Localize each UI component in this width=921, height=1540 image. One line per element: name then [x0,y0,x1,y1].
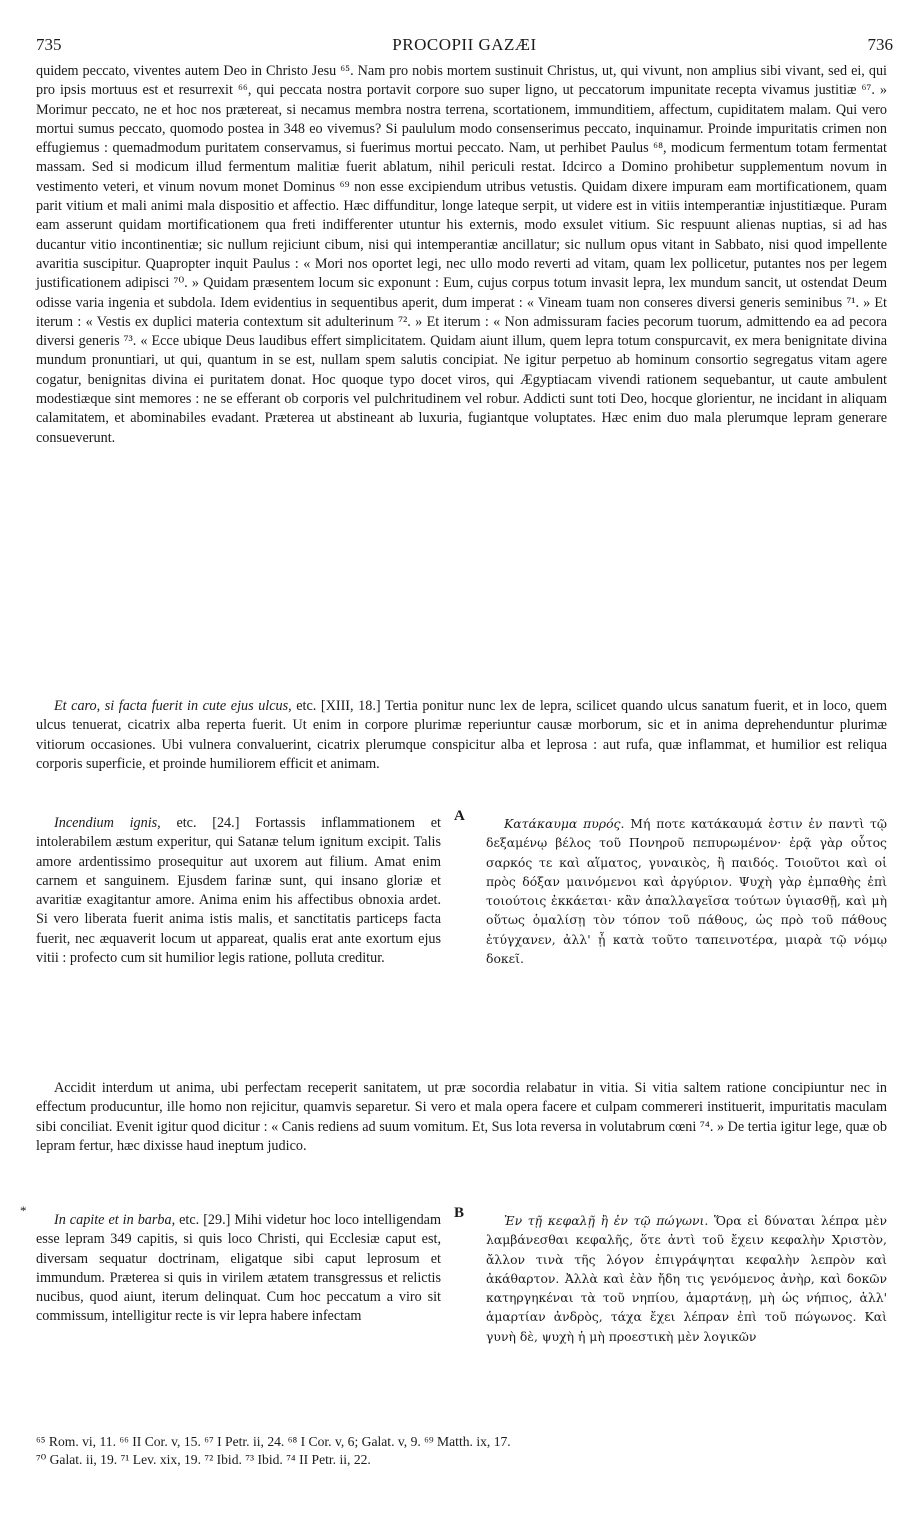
footnotes [36,1433,887,1469]
running-title: PROCOPII GAZÆI [392,35,537,54]
lemma-en-te-kephale: Ἐν τῇ κεφαλῇ ἢ ἐν τῷ πώγωνι. [504,1213,709,1228]
text-en-te-kephale: Ὅρα εἰ δύναται λέπρα μὲν λαμβάνεσθαι κεφαλῆς, ὅτε ἀντὶ τοῦ ἔχειν κεφαλὴν Χριστὸν, ἄλλον τινὰ τῆς λόγον ἐπιγράψηται κεφαλὴν λεπρὸν καὶ ἀκάθαρτον. Ἀλλὰ καὶ ἐὰν ἤδη τις γενόμενος ἀνὴρ, καὶ δοκῶν κατηργηκέναι τὰ τοῦ νηπίου, ἁμαρτάνῃ, μὴ ὡς νήπιος, ἀλλ' ἁμαρτίαν ἀνδρὸς, τάχα ἔχει λέπραν ἐπὶ τοῦ πώγωνος. Καὶ γυνὴ δὲ, ψυχὴ ἡ μὴ προεστικὴ μὲν λογικῶν [486,1213,887,1344]
footnote-line-1: ⁶⁵ Rom. vi, 11. ⁶⁶ II Cor. v, 15. ⁶⁷ I Petr. ii, 24. ⁶⁸ I Cor. v, 6; Galat. v, 9. ⁶⁹ Matth. ix, 17. [36,1434,511,1449]
lemma-incendium: Incendium ignis, [54,815,161,831]
section-ulcus [36,697,887,774]
paragraph-katakauma [486,814,887,968]
paragraph-leprosy-mortification: quidem peccato, viventes autem Deo in Christo Jesu ⁶⁵. Nam pro nobis mortem sustinuit Christus, ut, qui vivunt, non amplius sibi vivant, sed ei, qui pro ipsis mortuus est et resurrexit ⁶⁶, qui peccata nostra portavit corpore suo super ligno, ut peccatorum impunitate recepta vivamus justitiæ ⁶⁷. » Morimur peccato, ne et hoc nos prætereat, si necamus membra nostra terrena, scortationem, immunditiem, affectum, cupiditatem malam. Qui vero mortui sumus peccato, quomodo postea in 348 eo vivemus? Si paululum modo consenserimus peccato, inquinamur. Proinde impuritatis crimen non effugiemus : quemadmodum puritatem conservamus, si fuerimus mortui peccato. Nam, ut perhibet Paulus ⁶⁸, modicum fermentum totam fermentat massam. Sed si modicum illud fermentum malitiæ fuerit ablatum, nihil periculi restat. Idcirco a Domino prohibetur supplementum novum in vestimento veteri, et vinum novum monet Dominus ⁶⁹ non esse excipiendum utribus vetustis. Quidam dixere impuram eam mortificationem, quam parit vitium et mali animi mala dispositio et affectio. Hæc diffunditur, longe lateque serpit, ut videre est in vitiis intemperantiæ injustitiæque. Puram eam asserunt quidam mortificationem qua freti indifferenter utuntur his externis, modo exsulet vitium. Sic respuunt alienas nuptias, si ad has ducantur vitio incontinentiæ; sic nullum rejiciunt cibum, nisi qui intemperantiæ ancillatur; sic nullum opus vitant in Sabbato, nisi quod impellente avaritia suscipitur. Quapropter inquit Paulus : « Mori nos oportet legi, nec ullo modo reverti ad vitam, quam lex pollicetur, putantes nos per legem justificationem adipisci ⁷⁰. » Quidam præsentem locum sic exponunt : Eum, cujus corpus totum invasit lepra, lex mundum sancit, ut ostendat Deum odisse varia ingenia et subdola. Idem evidentius in sequentibus aperit, dum imperat : « Vineam tuam non conseres diversi generis seminibus ⁷¹. » Et iterum : « Vestis ex duplici materia contextum sit adulterinum ⁷². » Et iterum : « Non admissuram facies pecorum tuorum, admittendo ea ad pecora diversi generis ⁷³. « Ecce ubique Deus laudibus effert simplicitatem. Quidam aiunt illum, quem lepra totum conspurcavit, ex mera benignitate divina mundum pronuntiari, ut qui, quantum in se est, nullam spem salutis concipiat. Ne igitur perpetuo ab hominum consortio segregatus vitam agere cogatur, benignitas divina ei puritatem donat. Hoc quoque typo docet viros, qui Ægyptiacam vivendi rationem sequebantur, ut caute ambulent modestiæque sint memores : ne se efferant ob corporis vel pulchritudinem vel robur. Addicti sunt toti Deo, hocque glorientur, ne incidant in aliquam calamitatem, et abominabiles evadant. Præterea ut abstineant ab luxuria, fugiantque voluptates. Hæc enim duo mala plerumque lepram generare consueverunt. [36,63,887,446]
page-number-right: 736 [867,35,893,54]
text-katakauma: Μή ποτε κατάκαυμά ἐστιν ἐν παντὶ τῷ δεξαμένῳ βέλος τοῦ Πονηροῦ πεπυρωμένον· ἐρᾷ γὰρ οὗτος σαρκός τε καὶ αἵματος, γυναικὸς, ἢ παιδός. Τοιοῦτοι καὶ οἱ πρὸς δόξαν μαινόμενοι καὶ ἀργύριον. Ψυχὴ γὰρ ἐμπαθὴς ἐπὶ τοιούτοις ἐκκάεται· κἂν ἀπαλλαγεῖσα τούτων ὑγιασθῇ, καὶ μὴ οὕτως ὁμαλίσῃ τὸν τόπον τοῦ πάθους, ὡς πρὸ τοῦ πάθους ἐτύγχανεν, ἀλλ' ᾖ κατὰ τοῦτο ταπεινοτέρα, μιαρὰ τῷ νόμῳ δοκεῖ. [486,816,887,967]
main-text-block [36,62,887,448]
paragraph-in-capite [36,1211,441,1327]
paragraph-relapse: Accidit interdum ut anima, ubi perfectam receperit sanitatem, ut præ socordia relabatur in vitia. Si vitia saltem ratione concipiuntur nec in effectum producuntur, ille homo non rejicitur, quamvis separetur. Si vero et mala opera facere et culpam commereri instituerit, impuritatis maculam sibi conciliat. Evenit igitur quod dicitur : « Canis rediens ad suum vomitum. Et, Sus lota reversa in volutabrum cœni ⁷⁴. » De tertia igitur lege, quæ ob lepram fertur, hæc dixisse haud ineptum judico. [36,1080,887,1154]
text-ulcus: etc. [XIII, 18.] Tertia ponitur nunc lex de lepra, scilicet quando ulcus sanatum fuerit, et in loco, quem ulcus tenuerat, cicatrix alba reperta fuerit. Ut enim in corpore plurimæ reperiuntur causæ morborum, sic et in anima deprehenduntur plurimæ vitiorum occasiones. Ubi vulnera convaluerint, cicatrix plerumque conspicitur alba et leprosa : aut rufa, quæ inflammat, et humilior est reliqua corporis superficie, et proinde humiliorem efficit et animam. [36,698,887,772]
lemma-in-capite: In capite et in barba, [54,1212,176,1228]
page-number-left: 735 [36,35,62,54]
lemma-ulcus: Et caro, si facta fuerit in cute ejus ulcus, [54,698,292,714]
column-greek-a [486,814,887,968]
running-header [36,34,893,56]
lemma-katakauma: Κατάκαυμα πυρός. [504,816,625,831]
column-latin-b [36,1211,441,1327]
paragraph-ulcus [36,697,887,774]
section-relapse [36,1079,887,1156]
text-in-capite: etc. [29.] Mihi videtur hoc loco intelligendam esse lepram 349 capitis, si quis loco Christi, qui Ecclesiæ caput est, diversam sequatur doctrinam, eligatque sibi caput leprosum et immundum. Præterea si quis in virilem ætatem transgressus et relictis nucibus, quod aiunt, iterum delinquat. Cum hoc peccatum a viro sit commissum, intelligitur recte is vir lepra habere infectam [36,1212,441,1325]
margin-marker-b: B [454,1205,465,1221]
column-greek-b [486,1211,887,1346]
column-latin-a [36,814,441,968]
text-incendium: etc. [24.] Fortassis inflammationem et intolerabilem æstum experitur, qui Satanæ telum ignitum excipit. Talis amore ardentissimo prosequitur aut uxorem aut filium. Amat enim carnem et sanguinem. Ejusdem farinæ sunt, qui insano gloriæ et avaritiæ exagitantur amore. Anima enim his affectibus obnoxia ardet. Si vero liberata fuerit anima istis malis, et sanctitatis particeps facta fuerit, nec æquaverit locum ut appareat, qualis erat ante exortum ejus vitii : profecto cum sit humilior legis ratione, polluta creditur. [36,815,441,967]
margin-marker-a: A [454,808,465,824]
footnote-line-2: ⁷⁰ Galat. ii, 19. ⁷¹ Lev. xix, 19. ⁷² Ibid. ⁷³ Ibid. ⁷⁴ II Petr. ii, 22. [36,1452,371,1467]
paragraph-incendium [36,814,441,968]
paragraph-en-te-kephale [486,1211,887,1346]
asterisk-mark: * [20,1203,27,1218]
